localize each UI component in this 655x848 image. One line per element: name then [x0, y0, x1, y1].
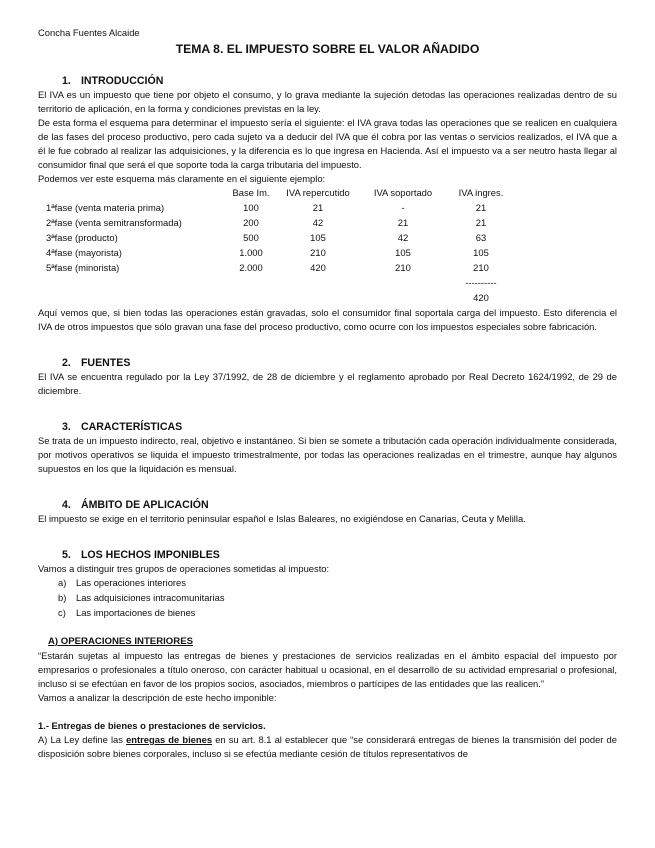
table-cell: 500 — [243, 232, 259, 243]
legal-quote: “Estarán sujetas al impuesto las entregas de bienes y prestaciones de servicios realizadas en el ámbito espacial del impuesto por empresarios o profesionales a título oneroso, con carácter habitual u ocasional, en el desarrollo de su actividad empresarial o profesional, incluso si se efectúan en favor de los propios socios, asociados, miembros o partícipes de las entidades que las realicen.” — [38, 650, 617, 689]
table-cell: 200 — [243, 217, 259, 228]
list-marker: b) — [58, 592, 67, 603]
paragraph-text: A) La Ley define las — [38, 734, 127, 745]
table-row — [46, 261, 511, 276]
section-heading-fuentes — [62, 356, 617, 370]
table-cell: 21 — [475, 202, 487, 213]
table-cell: 63 — [475, 232, 487, 243]
section-heading-ambito — [62, 498, 617, 512]
table-cell: 3ªfase (producto) — [46, 232, 118, 243]
table-cell: 21 — [312, 202, 324, 213]
table-cell: 1ªfase (venta materia prima) — [46, 202, 165, 213]
subsection-heading: A) OPERACIONES INTERIORES — [48, 636, 193, 647]
section-number: 3. — [62, 421, 71, 433]
list-item-text: Las importaciones de bienes — [76, 607, 196, 618]
paragraph: Vamos a distinguir tres grupos de operaciones sometidas al impuesto: — [38, 563, 330, 574]
table-cell: 210 — [310, 247, 326, 258]
section-title: LOS HECHOS IMPONIBLES — [80, 549, 220, 561]
table-cell: 42 — [397, 232, 409, 243]
table-cell: 2.000 — [239, 262, 263, 273]
table-cell: 420 — [310, 262, 326, 273]
paragraph: De esta forma el esquema para determinar el impuesto sería el siguiente: el IVA grava todas las operaciones que se realicen en cualquiera de las fases del proceso productivo, pero cada sujeto va a deducir del IVA que él cobra por las ventas o servicios realizados, el IVA que a él le fue cobrado al realizar las adquisiciones, y la diferencia es lo que ingresa en Hacienda. Así el impuesto va a ser neutro hasta llegar al consumidor final que será el que soporte toda la carga tributaria del impuesto. — [38, 117, 617, 170]
paragraph: Se trata de un impuesto indirecto, real, objetivo e instantáneo. Si bien se somete a tributación cada operación individualmente considerada, por motivos operativos se liquida el impuesto trimestralmente, por todas las operaciones realizadas en el trimestre, aunque hay algunos supuestos en los que la liquidación es mensual. — [38, 435, 618, 474]
table-row — [46, 231, 511, 246]
list-item — [58, 591, 617, 606]
table-row — [46, 246, 511, 261]
document-title: TEMA 8. EL IMPUESTO SOBRE EL VALOR AÑADIDO — [175, 42, 480, 56]
section-title: ÁMBITO DE APLICACIÓN — [80, 499, 209, 511]
item-heading: 1.- Entregas de bienes o prestaciones de servicios. — [38, 720, 266, 731]
table-row — [46, 216, 511, 231]
table-cell: 1.000 — [239, 247, 263, 258]
table-cell: 21 — [397, 217, 409, 228]
table-cell: 4ªfase (mayorista) — [46, 247, 122, 258]
author-name: Concha Fuentes Alcaide — [38, 27, 140, 38]
table-header-cell: IVA soportado — [373, 187, 433, 198]
paragraph: El impuesto se exige en el territorio peninsular español e Islas Baleares, no exigiéndose en Canarias, Ceuta y Melilla. — [38, 513, 526, 524]
section-title: FUENTES — [80, 357, 131, 369]
table-header-cell: Base Im. — [232, 187, 270, 198]
table-cell: 105 — [395, 247, 411, 258]
table-cell: 210 — [473, 262, 489, 273]
table-separator-row — [46, 276, 511, 291]
paragraph-text: en su art. 8.1 al establecer que “se considerará entregas de bienes la transmisión del poder de disposición sobre bienes corporales, incluso si se efectúa mediante cesión de títulos representativos de — [38, 734, 617, 759]
list-marker: c) — [58, 607, 66, 618]
list-marker: a) — [58, 577, 67, 588]
table-cell: 21 — [475, 217, 487, 228]
iva-example-table — [46, 186, 511, 306]
table-cell: 100 — [243, 202, 259, 213]
table-cell: 2ªfase (venta semitransformada) — [46, 217, 182, 228]
table-header-cell: IVA repercutido — [286, 187, 350, 198]
section-number: 1. — [62, 75, 71, 87]
section-number: 2. — [62, 357, 71, 369]
section-title: INTRODUCCIÓN — [80, 75, 164, 87]
paragraph: Vamos a analizar la descripción de este hecho imponible: — [38, 692, 277, 703]
table-total-row — [46, 291, 511, 306]
list-item — [58, 606, 617, 621]
section-heading-caracteristicas — [62, 420, 617, 434]
table-total: 420 — [473, 292, 489, 303]
paragraph: Aquí vemos que, si bien todas las operaciones están gravadas, solo el consumidor final soportala carga del impuesto. Esto diferencia el IVA de otros impuestos que sólo gravan una fase del proceso productivo, como ocurre con los impuestos especiales sobre fabricación. — [38, 307, 617, 332]
table-header-row — [46, 186, 511, 201]
table-cell: 105 — [473, 247, 489, 258]
defined-term: entregas de bienes — [126, 734, 213, 745]
list-item-text: Las operaciones interiores — [76, 577, 186, 588]
list-item-text: Las adquisiciones intracomunitarias — [76, 592, 225, 603]
table-cell: - — [401, 202, 405, 213]
section-number: 5. — [62, 549, 71, 561]
table-cell: 105 — [310, 232, 326, 243]
paragraph — [38, 733, 617, 761]
operations-list — [38, 576, 617, 621]
section-title: CARACTERÍSTICAS — [80, 421, 183, 433]
paragraph: Podemos ver este esquema más claramente en el siguiente ejemplo: — [38, 173, 326, 184]
table-cell: 42 — [312, 217, 324, 228]
paragraph: El IVA se encuentra regulado por la Ley 37/1992, de 28 de diciembre y el reglamento aprobado por Real Decreto 1624/1992, de 29 de diciembre. — [38, 371, 617, 396]
table-cell: 210 — [395, 262, 411, 273]
table-cell: 5ªfase (minorista) — [46, 262, 120, 273]
paragraph: El IVA es un impuesto que tiene por objeto el consumo, y lo grava mediante la sujeción detodas las operaciones realizadas dentro de su territorio de aplicación, en la forma y condiciones previstas en la ley. — [38, 89, 617, 114]
list-item — [58, 576, 617, 591]
table-header-cell: IVA ingres. — [458, 187, 504, 198]
total-separator: ---------- — [465, 277, 497, 288]
section-heading-hechos-imponibles — [62, 548, 617, 562]
table-row — [46, 201, 511, 216]
document-page — [38, 26, 617, 761]
table-header-cell — [46, 186, 221, 201]
section-number: 4. — [62, 499, 71, 511]
section-heading-introduccion — [62, 74, 617, 88]
